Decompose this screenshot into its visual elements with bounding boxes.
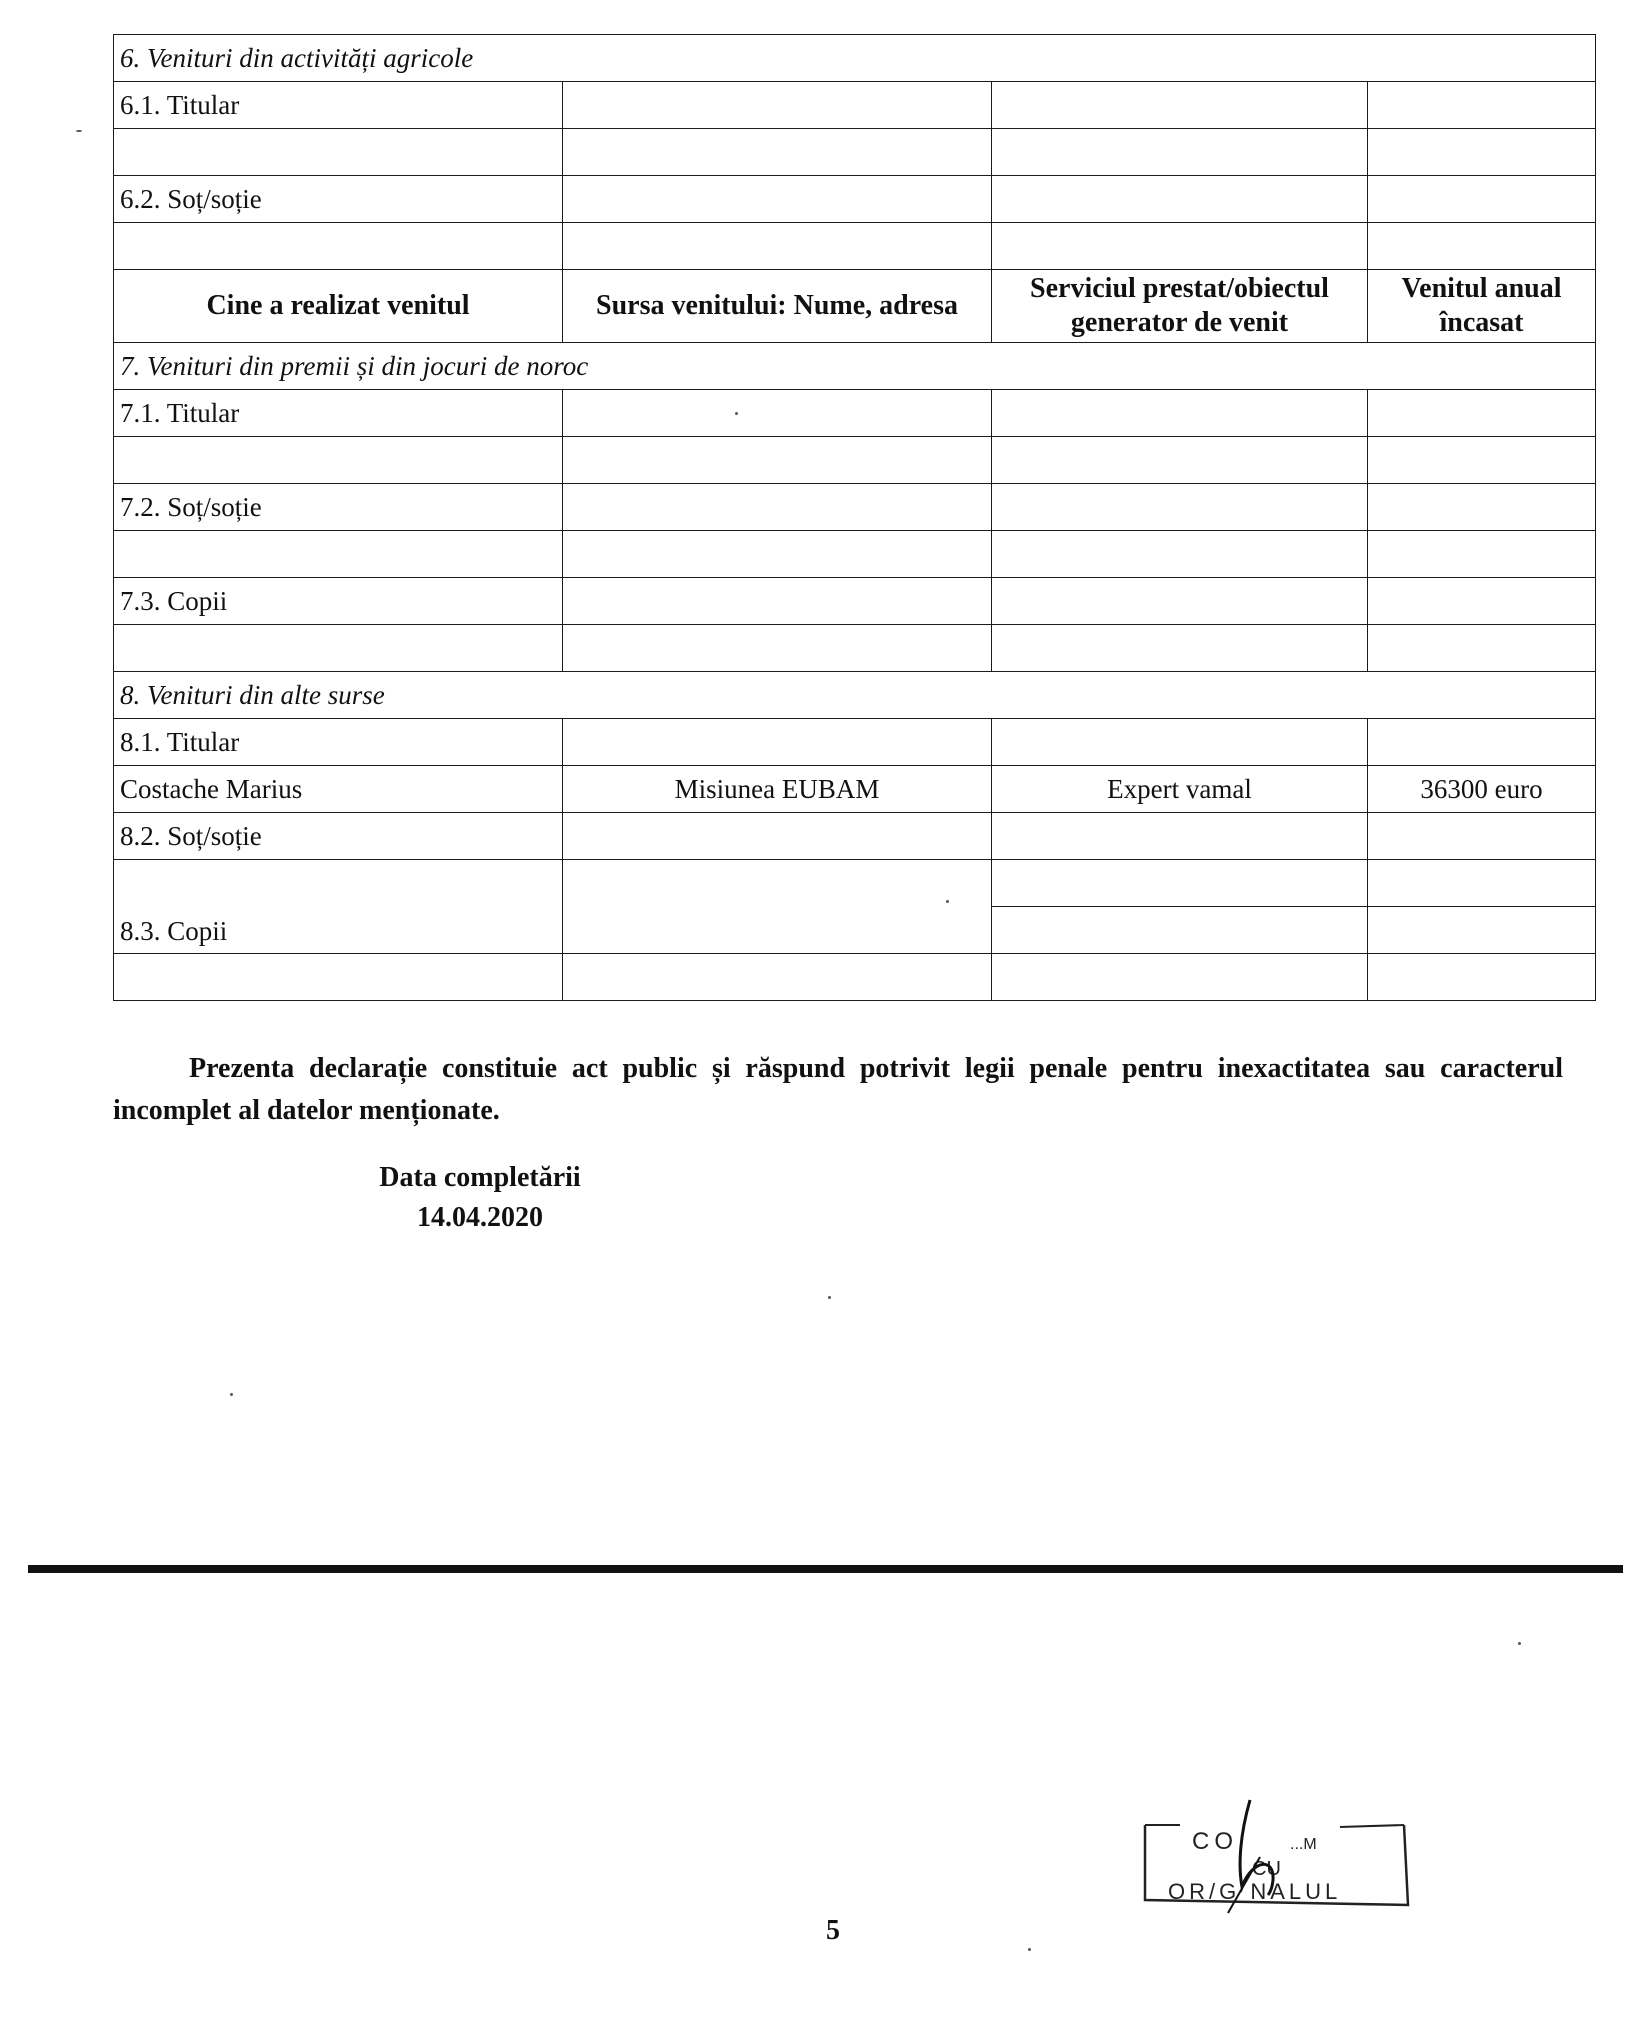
table-row <box>114 82 1596 129</box>
income-declaration-table <box>113 34 1596 1001</box>
row-label: 7.1. Titular <box>114 390 563 437</box>
section-7-title: 7. Venituri din premii și din jocuri de noroc <box>114 343 1596 390</box>
section-7-row <box>114 343 1596 390</box>
section-6-title: 6. Venituri din activități agricole <box>114 35 1596 82</box>
entry-name: Costache Marius <box>114 766 563 813</box>
svg-text:CO: CO <box>1192 1828 1238 1855</box>
svg-text:...M: ...M <box>1290 1836 1317 1853</box>
table-row <box>114 625 1596 672</box>
declaration-text: Prezenta declarație constituie act public și răspund potrivit legii penale pentru inexactitatea sau caracterul incomplet al datelor menționate. <box>113 1053 1563 1126</box>
section-8-row <box>114 672 1596 719</box>
row-label: 6.1. Titular <box>114 82 563 129</box>
row-label: 8.2. Soț/soție <box>114 813 563 860</box>
table-row <box>114 954 1596 1001</box>
svg-text:OR/G NALUL: OR/G NALUL <box>1168 1879 1342 1904</box>
table-row <box>114 390 1596 437</box>
page-number: 5 <box>826 1915 840 1946</box>
row-label: 8.1. Titular <box>114 719 563 766</box>
row-label: 7.3. Copii <box>114 578 563 625</box>
table-row <box>114 531 1596 578</box>
income-entry-row <box>114 766 1596 813</box>
row-label: 8.3. Copii <box>114 860 563 954</box>
table-row <box>114 437 1596 484</box>
row-label <box>114 625 563 672</box>
table-row <box>114 813 1596 860</box>
completion-date-block <box>340 1158 620 1238</box>
date-value: 14.04.2020 <box>417 1202 543 1233</box>
date-label: Data completării <box>379 1162 581 1193</box>
header-annual-income: Venitul anual încasat <box>1368 270 1596 343</box>
section-6-row <box>114 35 1596 82</box>
conform-stamp <box>1140 1795 1410 1935</box>
row-label: 7.2. Soț/soție <box>114 484 563 531</box>
row-label <box>114 531 563 578</box>
divider-rule <box>28 1565 1623 1573</box>
row-label <box>114 223 563 270</box>
column-header-row <box>114 270 1596 343</box>
entry-service: Expert vamal <box>992 766 1368 813</box>
table-row <box>114 719 1596 766</box>
entry-income: 36300 euro <box>1368 766 1596 813</box>
header-service: Serviciul prestat/obiectul generator de venit <box>992 270 1368 343</box>
header-income-source: Sursa venitului: Nume, adresa <box>563 270 992 343</box>
table-row <box>114 578 1596 625</box>
table-row <box>114 129 1596 176</box>
section-8-title: 8. Venituri din alte surse <box>114 672 1596 719</box>
svg-text:CU: CU <box>1252 1858 1281 1880</box>
table-row <box>114 860 1596 907</box>
header-who-earned: Cine a realizat venitul <box>114 270 563 343</box>
row-label: 6.2. Soț/soție <box>114 176 563 223</box>
table-row <box>114 484 1596 531</box>
table-row <box>114 176 1596 223</box>
row-label <box>114 129 563 176</box>
table-row <box>114 223 1596 270</box>
entry-source: Misiunea EUBAM <box>563 766 992 813</box>
row-label <box>114 437 563 484</box>
